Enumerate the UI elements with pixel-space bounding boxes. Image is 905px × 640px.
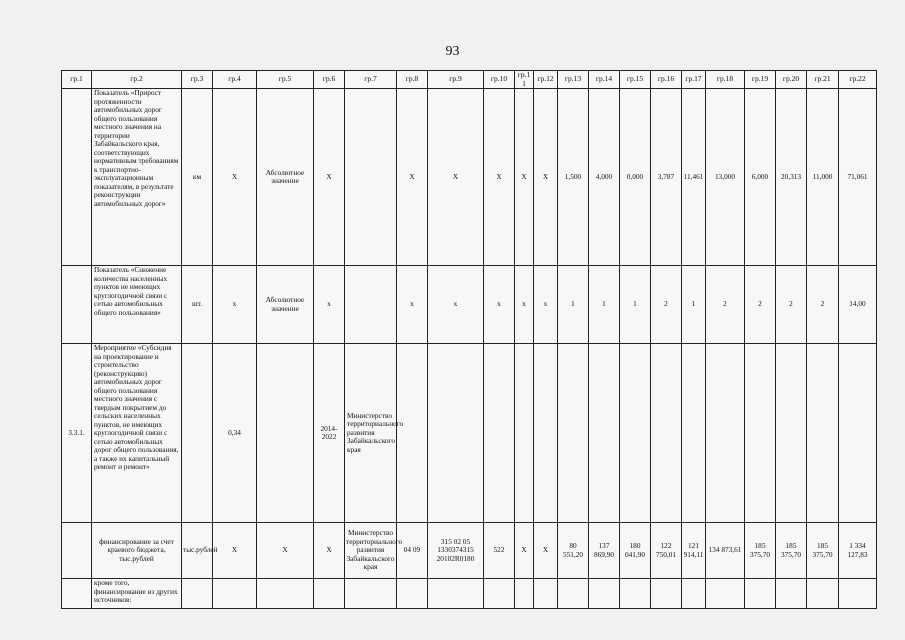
table-cell	[620, 579, 651, 609]
table-cell	[397, 344, 428, 523]
table-cell: Абсолютное значение	[257, 89, 314, 266]
table-cell: Мероприятие «Субсидия на проектирование и строительство (реконструкцию) автомобильных дорог общего пользования местного значения с твердым покрытием до сельских населенных пунктов, не имеющих круглогодичной связи с сетью автомобильных дорог общего пользования, а также их капитальный ремонт и ремонт»	[92, 344, 182, 523]
table-cell	[182, 344, 213, 523]
table-cell	[515, 344, 534, 523]
table-cell: 1,500	[558, 89, 589, 266]
table-cell: Х	[397, 89, 428, 266]
table-cell: 315 02 05 1330374315 20102R0180	[428, 523, 484, 579]
table-cell: кроме того, финансирование из других источников:	[92, 579, 182, 609]
col-header: гр.16	[651, 71, 682, 89]
table-cell: 121 914,11	[682, 523, 706, 579]
table-cell	[314, 579, 345, 609]
table-cell: х	[534, 266, 558, 344]
table-cell: х	[484, 266, 515, 344]
table-cell: км	[182, 89, 213, 266]
table-cell: финансирование за счет краевого бюджета, тыс.рублей	[92, 523, 182, 579]
table-cell: х	[515, 266, 534, 344]
col-header: гр.7	[345, 71, 397, 89]
table-cell	[428, 344, 484, 523]
table-cell: Показатель «Снижение количества населенных пунктов не имеющих круглогодичной связи с сетью автомобильных общего пользования»	[92, 266, 182, 344]
table-cell	[428, 579, 484, 609]
table-cell: Х	[515, 523, 534, 579]
table-cell: шт.	[182, 266, 213, 344]
table-cell: Х	[213, 523, 257, 579]
table-cell: Х	[484, 89, 515, 266]
col-header: гр.4	[213, 71, 257, 89]
table-cell: 6,000	[745, 89, 776, 266]
table-cell	[807, 344, 839, 523]
table-cell: 3,787	[651, 89, 682, 266]
col-header: гр.8	[397, 71, 428, 89]
table-cell: Показатель «Прирост протяженности автомобильных дорог общего пользования местного значения на территории Забайкальского края, соответствующих нормативным требованиям к транспортно-эксплуатационным показателям, в результате реконструкции автомобильных дорог»	[92, 89, 182, 266]
table-cell: 1	[620, 266, 651, 344]
col-header: гр.21	[807, 71, 839, 89]
table-cell: 185 375,70	[745, 523, 776, 579]
table-cell: 04 09	[397, 523, 428, 579]
col-header: гр.5	[257, 71, 314, 89]
col-header: гр.20	[776, 71, 807, 89]
table-cell: Министерство территориального развития Забайкальского края	[345, 344, 397, 523]
table-cell: Х	[314, 523, 345, 579]
table-cell	[257, 344, 314, 523]
table-cell	[706, 579, 745, 609]
table-cell: 522	[484, 523, 515, 579]
table-cell: 0,000	[620, 89, 651, 266]
table-cell	[534, 344, 558, 523]
table-cell: 11,000	[807, 89, 839, 266]
table-cell: Х	[534, 523, 558, 579]
table-cell	[62, 579, 92, 609]
table-cell: 2	[807, 266, 839, 344]
table-cell	[515, 579, 534, 609]
table-cell: 13,000	[706, 89, 745, 266]
table-cell	[397, 579, 428, 609]
table-cell: 180 041,90	[620, 523, 651, 579]
table-cell: Х	[515, 89, 534, 266]
table-cell	[484, 344, 515, 523]
table-cell: 137 869,90	[589, 523, 620, 579]
table-row	[62, 523, 877, 579]
table-cell	[213, 579, 257, 609]
col-header: гр.17	[682, 71, 706, 89]
table-cell: 71,061	[839, 89, 877, 266]
header-row	[62, 71, 877, 89]
data-table	[61, 70, 877, 609]
col-header: гр.2	[92, 71, 182, 89]
table-cell	[745, 579, 776, 609]
table-cell	[651, 579, 682, 609]
table-cell	[534, 579, 558, 609]
table-cell	[706, 344, 745, 523]
col-header: гр.1	[62, 71, 92, 89]
table-cell: 2	[776, 266, 807, 344]
col-header: гр.3	[182, 71, 213, 89]
table-cell: 0,34	[213, 344, 257, 523]
table-cell: Абсолютное значение	[257, 266, 314, 344]
col-header: гр.6	[314, 71, 345, 89]
table-cell	[345, 579, 397, 609]
table-cell	[62, 89, 92, 266]
table-cell: 20,313	[776, 89, 807, 266]
table-cell: 134 873,61	[706, 523, 745, 579]
col-header: гр.18	[706, 71, 745, 89]
table-cell	[589, 579, 620, 609]
col-header: гр.1 1	[515, 71, 534, 89]
table-cell: Х	[257, 523, 314, 579]
table-cell	[620, 344, 651, 523]
col-header: гр.10	[484, 71, 515, 89]
table-cell: 2	[745, 266, 776, 344]
table-cell: 2	[651, 266, 682, 344]
table-cell	[807, 579, 839, 609]
table-cell: 1	[682, 266, 706, 344]
table-cell	[682, 579, 706, 609]
table-cell	[776, 344, 807, 523]
table-cell	[62, 266, 92, 344]
table-cell: х	[397, 266, 428, 344]
table-cell: 2014-2022	[314, 344, 345, 523]
table-cell	[839, 579, 877, 609]
table-cell	[558, 344, 589, 523]
table-row	[62, 266, 877, 344]
table-row	[62, 579, 877, 609]
col-header: гр.9	[428, 71, 484, 89]
table-cell	[257, 579, 314, 609]
table-cell	[484, 579, 515, 609]
table-cell: Х	[428, 89, 484, 266]
table-cell: Х	[213, 89, 257, 266]
table-cell: 11,461	[682, 89, 706, 266]
table-cell: х	[428, 266, 484, 344]
table-cell: 1	[589, 266, 620, 344]
table-cell: х	[314, 266, 345, 344]
table-cell: Х	[534, 89, 558, 266]
table-cell	[345, 266, 397, 344]
table-cell	[345, 89, 397, 266]
table-cell	[589, 344, 620, 523]
table-cell	[776, 579, 807, 609]
table-cell	[182, 579, 213, 609]
table-cell	[745, 344, 776, 523]
table-cell: х	[213, 266, 257, 344]
table-cell	[62, 523, 92, 579]
table-cell: 14,00	[839, 266, 877, 344]
col-header: гр.15	[620, 71, 651, 89]
table-cell: 185 375,70	[807, 523, 839, 579]
col-header: гр.12	[534, 71, 558, 89]
col-header: гр.22	[839, 71, 877, 89]
page-number: 93	[445, 44, 460, 59]
table-cell: 1 334 127,83	[839, 523, 877, 579]
col-header: гр.14	[589, 71, 620, 89]
table-cell: 3.3.1.	[62, 344, 92, 523]
table-cell: 1	[558, 266, 589, 344]
table-cell: Министерство территориального развития Забайкальского края	[345, 523, 397, 579]
table-cell: 2	[706, 266, 745, 344]
table-cell: 4,000	[589, 89, 620, 266]
table-cell: 185 375,70	[776, 523, 807, 579]
table-row	[62, 344, 877, 523]
table-cell: Х	[314, 89, 345, 266]
col-header: гр.13	[558, 71, 589, 89]
table-cell: 80 551,20	[558, 523, 589, 579]
table-cell: 122 750,01	[651, 523, 682, 579]
table-row	[62, 89, 877, 266]
table-cell	[558, 579, 589, 609]
col-header: гр.19	[745, 71, 776, 89]
table-cell	[651, 344, 682, 523]
table-cell	[682, 344, 706, 523]
table-cell	[839, 344, 877, 523]
table-cell: тыс.рублей	[182, 523, 213, 579]
